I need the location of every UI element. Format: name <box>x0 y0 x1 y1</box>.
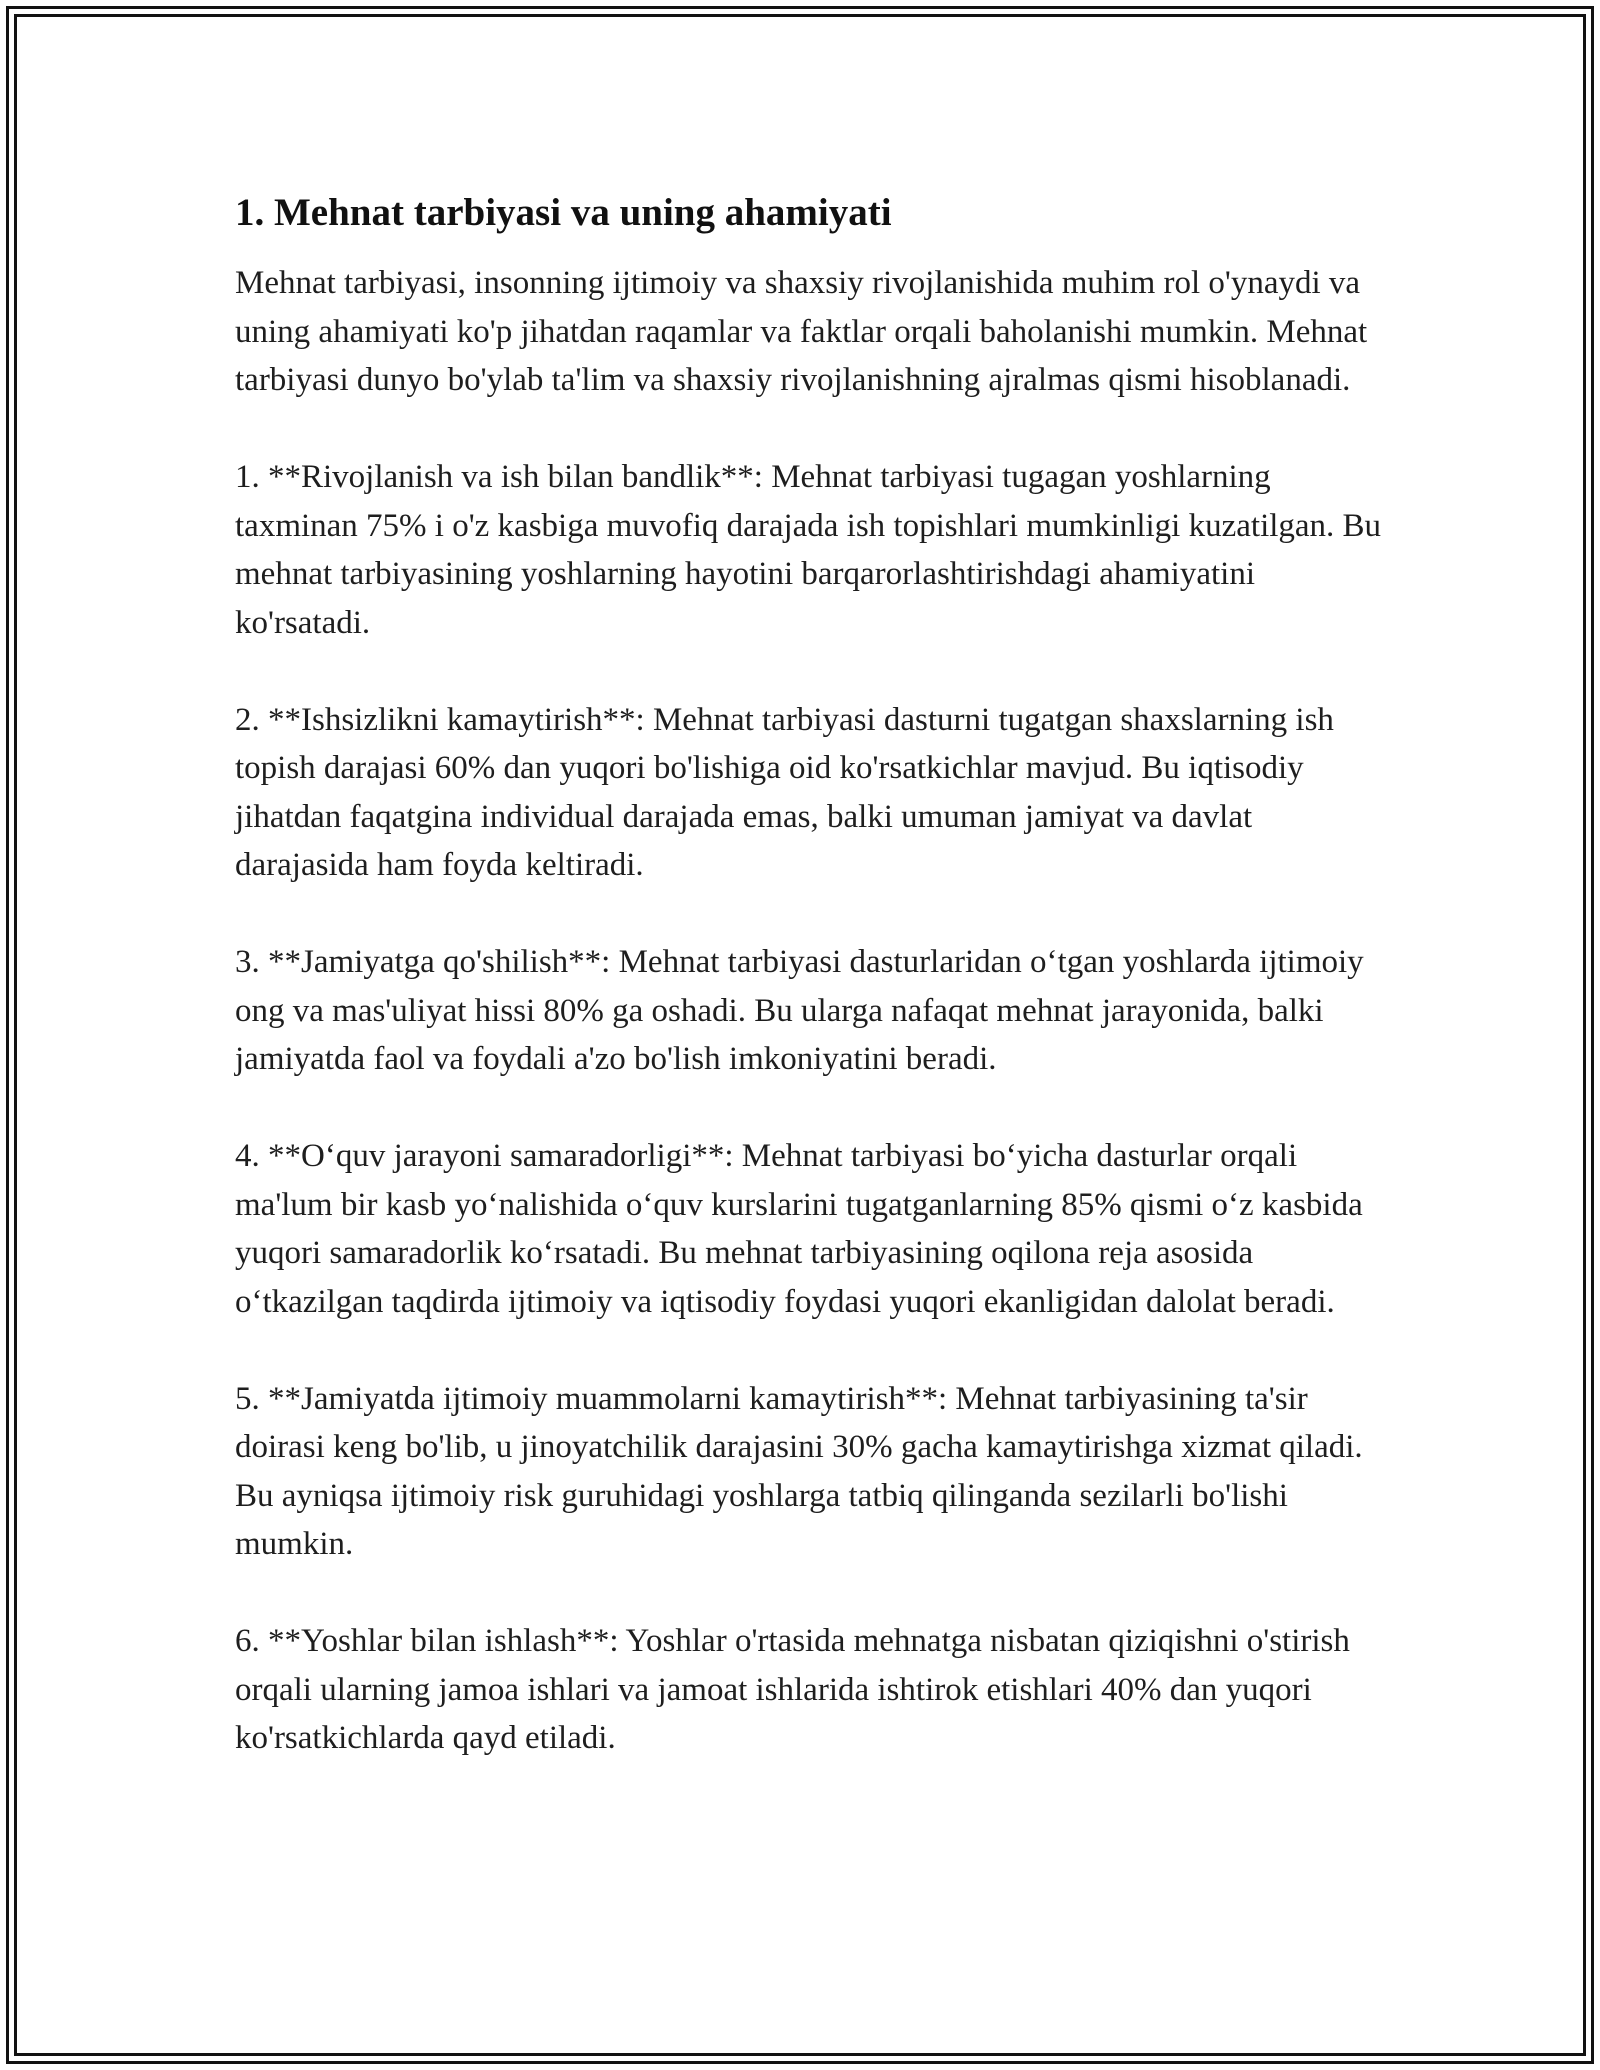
list-item-social-integration: 3. **Jamiyatga qo'shilish**: Mehnat tarbiyasi dasturlaridan o‘tgan yoshlarda ijtimoiy ong va mas'uliyat hissi 80% ga oshadi. Bu ularga nafaqat mehnat jarayonida, balki jamiyatda faol va foydali a'zo bo'lish imkoniyatini beradi. <box>235 944 1364 1077</box>
list-item-unemployment: 2. **Ishsizlikni kamaytirish**: Mehnat tarbiyasi dasturni tugatgan shaxslarning ish topish darajasi 60% dan yuqori bo'lishiga oid ko'rsatkichlar mavjud. Bu iqtisodiy jihatdan faqatgina individual darajada emas, balki umuman jamiyat va davlat darajasida ham foyda keltiradi. <box>235 701 1334 883</box>
document-body <box>235 185 1385 1811</box>
intro-paragraph: Mehnat tarbiyasi, insonning ijtimoiy va shaxsiy rivojlanishida muhim rol o'ynaydi va uning ahamiyati ko'p jihatdan raqamlar va faktlar orqali baholanishi mumkin. Mehnat tarbiyasi dunyo bo'ylab ta'lim va shaxsiy rivojlanishning ajralmas qismi hisoblanadi. <box>235 265 1368 398</box>
list-item-social-problems: 5. **Jamiyatda ijtimoiy muammolarni kamaytirish**: Mehnat tarbiyasining ta'sir doirasi keng bo'lib, u jinoyatchilik darajasini 30% gacha kamaytirishga xizmat qiladi. Bu ayniqsa ijtimoiy risk guruhidagi yoshlarga tatbiq qilinganda sezilarli bo'lishi mumkin. <box>235 1380 1363 1562</box>
list-item-learning-efficiency: 4. **O‘quv jarayoni samaradorligi**: Mehnat tarbiyasi bo‘yicha dasturlar orqali ma'lum bir kasb yo‘nalishida o‘quv kurslarini tugatganlarning 85% qismi o‘z kasbida yuqori samaradorlik ko‘rsatadi. Bu mehnat tarbiyasining oqilona reja asosida o‘tkazilgan taqdirda ijtimoiy va iqtisodiy foydasi yuqori ekanligidan dalolat beradi. <box>235 1138 1363 1320</box>
document-title: 1. Mehnat tarbiyasi va uning ahamiyati <box>235 191 892 234</box>
list-item-employment: 1. **Rivojlanish va ish bilan bandlik**: Mehnat tarbiyasi tugagan yoshlarning taxminan 75% i o'z kasbiga muvofiq darajada ish topishlari mumkinligi kuzatilgan. Bu mehnat tarbiyasining yoshlarning hayotini barqarorlashtirishdagi ahamiyatini ko'rsatadi. <box>235 459 1382 641</box>
list-item-youth-work: 6. **Yoshlar bilan ishlash**: Yoshlar o'rtasida mehnatga nisbatan qiziqishni o'stirish orqali ularning jamoa ishlari va jamoat ishlarida ishtirok etishlari 40% dan yuqori ko'rsatkichlarda qayd etiladi. <box>235 1623 1350 1756</box>
